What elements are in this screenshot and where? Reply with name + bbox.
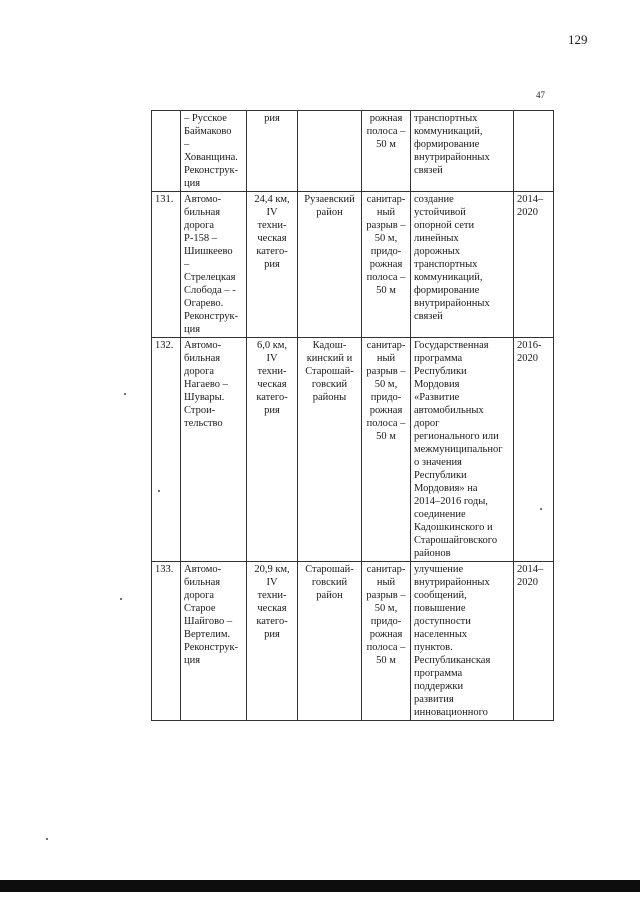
protection-zone: рожная полоса – 50 м bbox=[362, 111, 411, 192]
road-length: 24,4 км, IV техни- ческая катего- рия bbox=[247, 192, 298, 338]
district bbox=[298, 111, 362, 192]
goal: Государственная программа Республики Мордовия «Развитие автомобильных дорог регионального или межмуниципальног о значения Республики Мордовия» на 2014–2016 годы, соединение Кадошкинского и Старошайговского районов bbox=[411, 338, 514, 562]
road-object: Автомо- бильная дорога Р-158 – Шишкеево – Стрелецкая Слобода – - Огарево. Реконструк- ция bbox=[181, 192, 247, 338]
period: 2014– 2020 bbox=[514, 192, 554, 338]
protection-zone: санитар- ный разрыв – 50 м, придо- рожная полоса – 50 м bbox=[362, 338, 411, 562]
scan-speck bbox=[120, 598, 122, 600]
road-length: рия bbox=[247, 111, 298, 192]
period: 2014– 2020 bbox=[514, 562, 554, 721]
row-number: 131. bbox=[152, 192, 181, 338]
scan-speck bbox=[158, 490, 160, 492]
row-number bbox=[152, 111, 181, 192]
road-object: – Русское Баймаково – Хованщина. Реконструк- ция bbox=[181, 111, 247, 192]
protection-zone: санитар- ный разрыв – 50 м, придо- рожная полоса – 50 м bbox=[362, 192, 411, 338]
road-object: Автомо- бильная дорога Нагаево – Шувары. Строи- тельство bbox=[181, 338, 247, 562]
district: Кадош- кинский и Старошай- говский районы bbox=[298, 338, 362, 562]
protection-zone: санитар- ный разрыв – 50 м, придо- рожная полоса – 50 м bbox=[362, 562, 411, 721]
table-row bbox=[152, 338, 554, 562]
page-number: 129 bbox=[568, 32, 588, 47]
period bbox=[514, 111, 554, 192]
scan-speck bbox=[540, 508, 542, 510]
goal: улучшение внутрирайонных сообщений, повышение доступности населенных пунктов. Республиканская программа поддержки развития инновационного bbox=[411, 562, 514, 721]
scan-edge-bar bbox=[0, 880, 640, 892]
district: Рузаевский район bbox=[298, 192, 362, 338]
goal: транспортных коммуникаций, формирование внутрирайонных связей bbox=[411, 111, 514, 192]
road-projects-table bbox=[151, 110, 554, 721]
goal: создание устойчивой опорной сети линейных дорожных транспортных коммуникаций, формирование внутрирайонных связей bbox=[411, 192, 514, 338]
scan-speck bbox=[124, 393, 126, 395]
table-row bbox=[152, 562, 554, 721]
district: Старошай- говский район bbox=[298, 562, 362, 721]
scan-speck bbox=[46, 838, 48, 840]
table-row bbox=[152, 192, 554, 338]
road-length: 20,9 км, IV техни- ческая катего- рия bbox=[247, 562, 298, 721]
sheet-number: 47 bbox=[536, 90, 545, 100]
row-number: 133. bbox=[152, 562, 181, 721]
road-object: Автомо- бильная дорога Старое Шайгово – Вертелим. Реконструк- ция bbox=[181, 562, 247, 721]
period: 2016- 2020 bbox=[514, 338, 554, 562]
road-length: 6,0 км, IV техни- ческая катего- рия bbox=[247, 338, 298, 562]
table-row bbox=[152, 111, 554, 192]
row-number: 132. bbox=[152, 338, 181, 562]
